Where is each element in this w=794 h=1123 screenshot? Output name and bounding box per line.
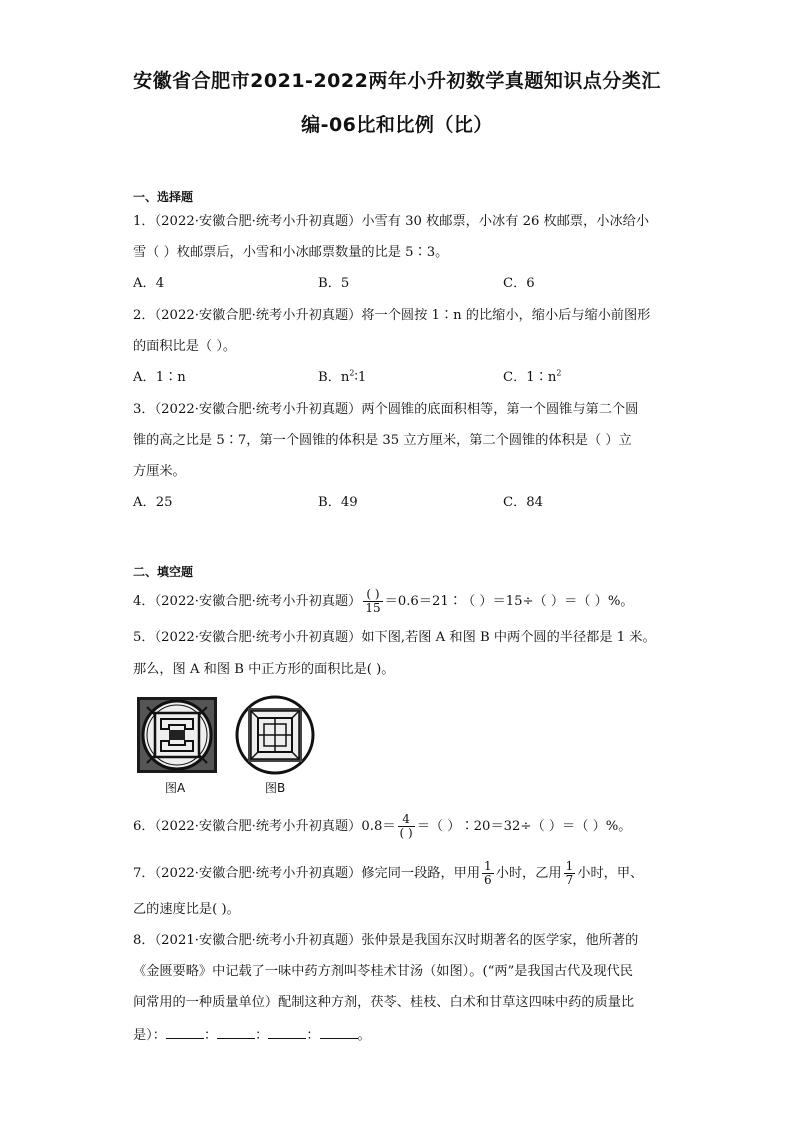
question-6: 6．（2022·安徽合肥·统考小升初真题）0.8＝ $\frac{4}{( )}$ ＝（ ）∶20＝32÷（ ）＝（ ）%。 bbox=[133, 812, 632, 840]
question-3-line2: 锥的高之比是 5∶7，第一个圆锥的体积是 35 立方厘米，第二个圆锥的体积是（ ）立 bbox=[133, 433, 632, 448]
question-1-line2: 雪（ ）枚邮票后，小雪和小冰邮票数量的比是 5∶3。 bbox=[133, 245, 449, 260]
question-3-option-b: B．49 bbox=[318, 495, 358, 510]
question-2-line2: 的面积比是（ ）。 bbox=[133, 339, 237, 354]
question-2-option-a: A．1∶n bbox=[133, 370, 186, 385]
question-3-line1: 3．（2022·安徽合肥·统考小升初真题）两个圆锥的底面积相等，第一个圆锥与第二个圆 bbox=[133, 402, 639, 417]
fraction: $\frac{4}{( )}$ bbox=[399, 812, 413, 840]
question-3-line3: 方厘米。 bbox=[133, 464, 186, 479]
question-3-option-a: A．25 bbox=[133, 495, 173, 510]
question-1-line1: 1．（2022·安徽合肥·统考小升初真题）小雪有 30 枚邮票，小冰有 26 枚邮票，小冰给小 bbox=[133, 214, 650, 229]
question-1-option-a: A．4 bbox=[133, 276, 165, 291]
section-heading-choice: 一、选择题 bbox=[133, 190, 194, 204]
figure-a-caption: 图A bbox=[165, 781, 186, 795]
document-title-line1: 安徽省合肥市2021-2022两年小升初数学真题知识点分类汇 bbox=[133, 70, 661, 92]
question-4: 4．（2022·安徽合肥·统考小升初真题） $\frac{( )}{15}$ ＝0.6＝21∶（ ）＝15÷（ ）＝（ ）%。 bbox=[133, 587, 634, 615]
question-8-line1: 8．（2021·安徽合肥·统考小升初真题）张仲景是我国东汉时期著名的医学家，他所著的 bbox=[133, 933, 639, 948]
document-title-line2: 编-06比和比例（比） bbox=[301, 114, 493, 136]
question-5-line1: 5．（2022·安徽合肥·统考小升初真题）如下图,若图 A 和图 B 中两个圆的半径都是 1 米。 bbox=[133, 630, 656, 645]
question-7-line2: 乙的速度比是( )。 bbox=[133, 902, 240, 917]
question-8-line3: 间常用的一种质量单位）配制这种方剂，茯苓、桂枝、白术和甘草这四味中药的质量比 bbox=[133, 995, 635, 1010]
figure-b-image bbox=[234, 695, 316, 775]
answer-blank[interactable] bbox=[166, 1024, 204, 1039]
question-3-option-c: C．84 bbox=[503, 495, 544, 510]
answer-blank[interactable] bbox=[320, 1024, 358, 1039]
fraction-one-seventh: $\frac{1}{7}$ bbox=[565, 859, 574, 887]
question-8-line4: 是）： ： ： ： 。 bbox=[133, 1024, 371, 1046]
fraction-one-sixth: $\frac{1}{6}$ bbox=[484, 859, 492, 887]
question-2-option-c: C．$1∶n^2$ bbox=[503, 368, 562, 385]
question-5-line2: 那么，图 A 和图 B 中正方形的面积比是( )。 bbox=[133, 662, 395, 677]
answer-blank[interactable] bbox=[217, 1024, 255, 1039]
question-1-option-b: B．5 bbox=[318, 276, 350, 291]
fraction: $\frac{( )}{15}$ bbox=[365, 587, 381, 615]
question-8-line2: 《金匮要略》中记载了一味中药方剂叫苓桂术甘汤（如图）。(“两”是我国古代及现代民 bbox=[133, 964, 633, 979]
figure-b-caption: 图B bbox=[265, 781, 286, 795]
question-7-line1: 7．（2022·安徽合肥·统考小升初真题）修完同一段路，甲用 $\frac{1}{6}$ 小时，乙用 $\frac{1}{7}$ 小时，甲、 bbox=[133, 859, 644, 887]
answer-blank[interactable] bbox=[268, 1024, 306, 1039]
question-2-line1: 2．（2022·安徽合肥·统考小升初真题）将一个圆按 1∶n 的比缩小，缩小后与缩小前图形 bbox=[133, 308, 651, 323]
question-1-option-c: C．6 bbox=[503, 276, 535, 291]
question-2-option-b: B．$n^2∶1$ bbox=[318, 368, 367, 385]
figure-a-image bbox=[137, 697, 217, 773]
section-heading-fill: 二、填空题 bbox=[133, 565, 194, 579]
